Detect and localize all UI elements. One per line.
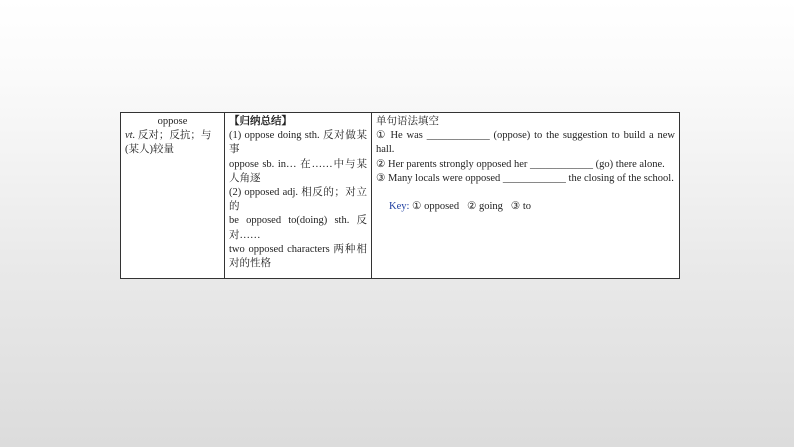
summary-line: (1) oppose doing sth. 反对做某事	[229, 130, 367, 156]
summary-line: (2) opposed adj. 相反的；对立的	[229, 187, 367, 213]
word-cell	[121, 113, 225, 279]
word-meaning	[125, 129, 220, 157]
part-of-speech: vt.	[125, 130, 136, 142]
vocabulary-table	[120, 112, 680, 279]
exercise-heading: 单句语法填空	[376, 116, 439, 127]
answer-key	[376, 200, 675, 214]
exercise-cell	[372, 113, 680, 279]
exercise-item: ③ Many locals were opposed ____________ the closing of the school.	[376, 172, 674, 184]
summary-heading: 【归纳总结】	[229, 116, 292, 127]
summary-line: two opposed characters 两种相对的性格	[229, 243, 367, 270]
definition: 反对；反抗；与(某人)较量	[125, 130, 212, 156]
exercise-item: ① He was ____________ (oppose) to the suggestion to build a new hall.	[376, 130, 675, 156]
exercise-item: ② Her parents strongly opposed her ____________ (go) there alone.	[376, 158, 665, 170]
headword: oppose	[157, 116, 188, 127]
key-label: Key:	[389, 201, 410, 213]
summary-line: oppose sb. in… 在……中与某人角逐	[229, 158, 367, 184]
summary-cell	[225, 113, 372, 279]
key-answers: ① opposed ② going ③ to	[409, 201, 531, 213]
table-row	[121, 113, 680, 279]
summary-line: be opposed to(doing) sth. 反对……	[229, 215, 367, 241]
